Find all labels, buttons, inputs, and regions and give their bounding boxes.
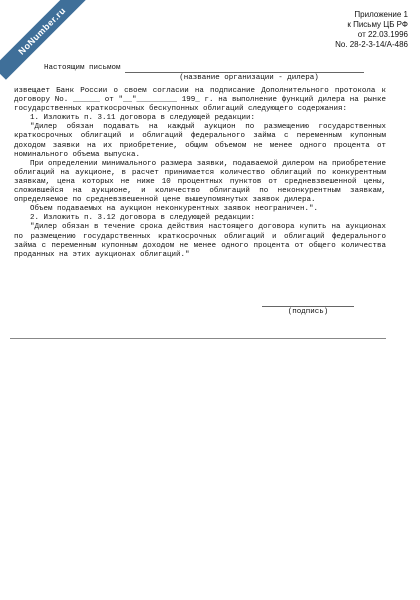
signature-caption: (подпись): [287, 308, 329, 316]
paragraph-5: Объем подаваемых на аукцион неконкурентных заявок неограничен.".: [30, 205, 319, 214]
paragraph-2: 1. Изложить п. 3.11 договора в следующей редакции:: [30, 114, 256, 123]
appendix-line-2: к Письму ЦБ РФ: [347, 20, 408, 29]
divider: [10, 338, 386, 339]
intro-line: [44, 64, 364, 73]
organization-caption: (название организации - дилера): [179, 74, 319, 82]
watermark: NoNumber.ru: [0, 0, 91, 80]
paragraph-4: При определении минимального размера заявки, подаваемой дилером на приобретение облигаций на аукционе, в расчет принимается количество облигаций по конкурентным заявкам, цена которых не ниже 10 процентных пунктов от средневзвешенной цены, сложившейся на аукционе, и количество облигаций по неконкурентным заявкам, определяемое по средневзвешенной цене вышеупомянутых заявок дилера.: [14, 159, 386, 205]
intro-block: [44, 64, 364, 83]
signature-line[interactable]: [262, 306, 354, 318]
appendix-line-3: от 22.03.1996: [357, 30, 408, 39]
paragraph-1: извещает Банк России о своем согласии на подписание Дополнительного протокола к договору No. ______ от "__"_________ 199_ г. на выполнение функций дилера на рынке государственных краткосрочных бескупонных облигаций следующего содержания:: [14, 87, 386, 114]
appendix-line-1: Приложение 1: [354, 10, 408, 19]
appendix-header: [335, 10, 408, 50]
paragraph-3: "Дилер обязан подавать на каждый аукцион по размещению государственных краткосрочных облигаций и облигаций федерального займа с переменным купонным доходом заявки на их приобретение, общим объемом не менее одного процента от номинального объема выпуска.: [14, 123, 386, 159]
intro-lead: Настоящим письмом: [44, 64, 121, 72]
paragraph-6: 2. Изложить п. 3.12 договора в следующей редакции:: [30, 214, 256, 223]
organization-name-field[interactable]: [125, 64, 364, 73]
appendix-line-4: No. 28-2-3-14/А-486: [335, 40, 408, 49]
paragraph-7: "Дилер обязан в течение срока действия настоящего договора купить на аукционах по размещению государственных краткосрочных облигаций и облигаций федерального займа с переменным купонным доходом не менее одного процента от общего количества проданных на этих аукционах облигаций.": [14, 223, 386, 259]
letter-body: [14, 87, 386, 260]
